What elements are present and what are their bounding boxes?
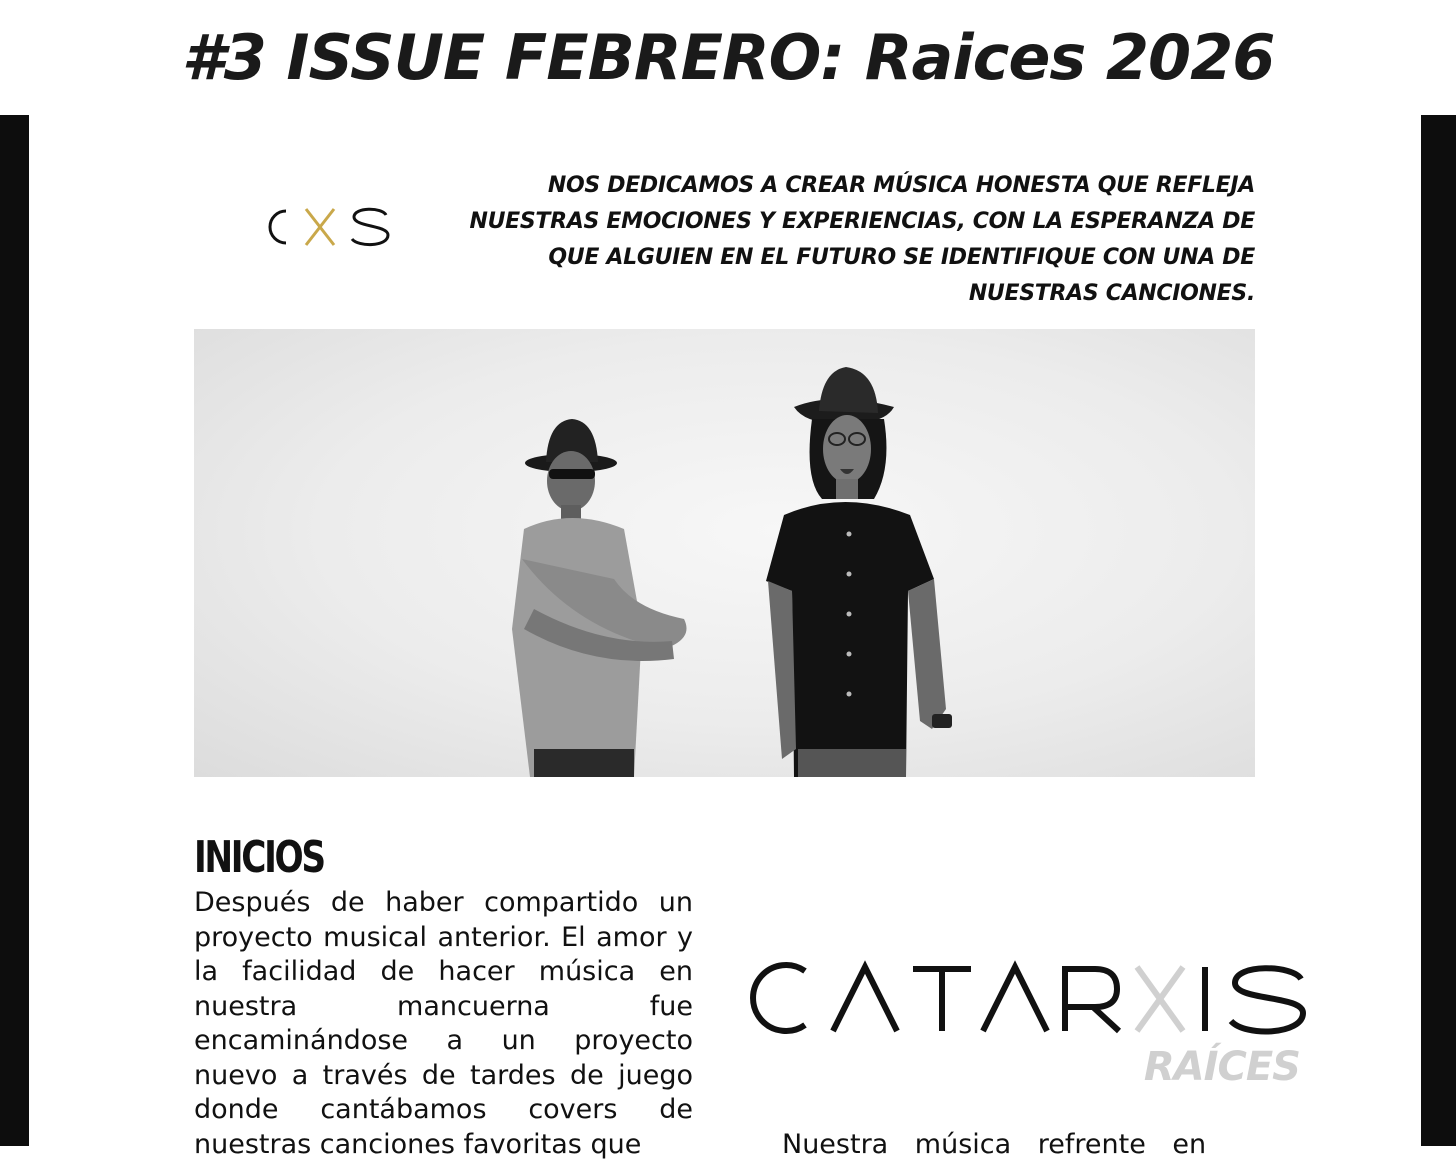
issue-header (0, 0, 1456, 115)
person-right-figure (766, 367, 952, 777)
band-photo-illustration (194, 329, 1255, 777)
right-frame-bar (1421, 115, 1456, 1146)
person-left-figure (512, 419, 687, 777)
catarxis-logo (745, 955, 1310, 1045)
section-body-text: Después de haber compartido un proyecto musical anterior. El amor y la facilidad de hacer música en nuestra mancuerna fue encaminándose a un proyecto nuevo a través de tardes de juego donde cantábamos covers de nuestras canciones favoritas que (194, 887, 693, 1160)
left-frame-bar (0, 115, 29, 1146)
section-heading: INICIOS (194, 832, 324, 883)
right-column-teaser: Nuestra música refrente en (782, 1129, 1207, 1160)
mission-tagline: NOS DEDICAMOS A CREAR MÚSICA HONESTA QUE REFLEJA NUESTRAS EMOCIONES Y EXPERIENCIAS, CON LA ESPERANZA DE QUE ALGUIEN EN EL FUTURO SE IDENTIFIQUE CON UNA DE NUESTRAS CANCIONES. (469, 173, 1255, 306)
catarxis-wordmark (745, 955, 1310, 1045)
cxs-logo (250, 195, 395, 259)
raices-subtitle: RAÍCES (1143, 1044, 1300, 1090)
issue-title: #3 ISSUE FEBRERO: Raices 2026 (181, 21, 1275, 94)
band-photo (194, 329, 1255, 777)
cxs-logo-mark (250, 195, 395, 259)
